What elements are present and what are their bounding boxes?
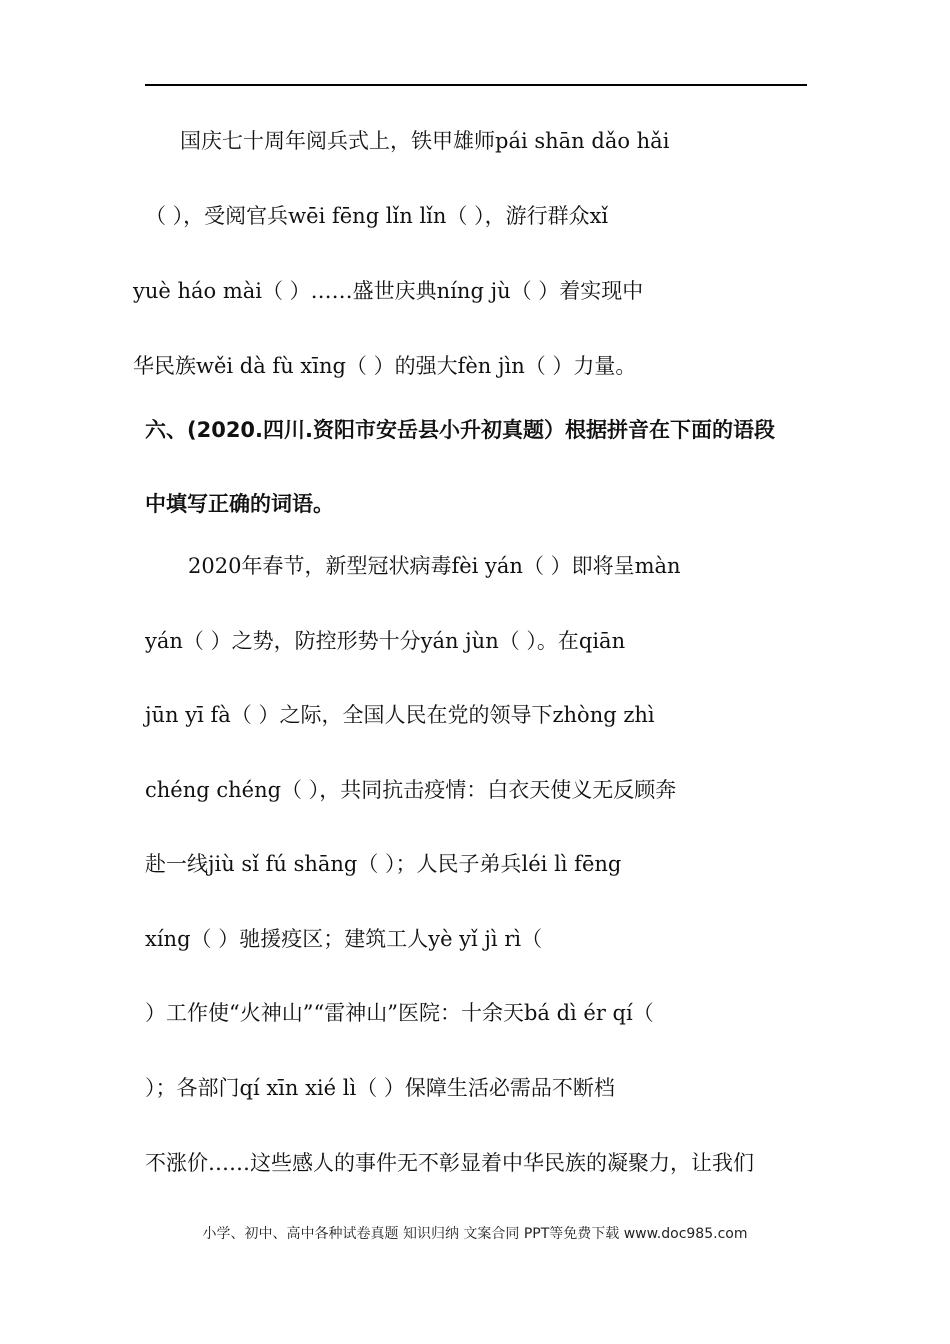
paragraph-1-line-1: 国庆七十周年阅兵式上，铁甲雄师pái shān dǎo hǎi <box>180 129 670 153</box>
paragraph-1-line-3: yuè háo mài（ ）……盛世庆典níng jù（ ）着实现中 <box>133 279 644 303</box>
paragraph-2-line-1: 2020年春节，新型冠状病毒fèi yán（ ）即将呈màn <box>188 554 681 578</box>
section-6-heading-line-2: 中填写正确的词语。 <box>145 492 334 516</box>
paragraph-2-line-3: jūn yī fà（ ）之际，全国人民在党的领导下zhòng zhì <box>145 703 655 727</box>
page-footer: 小学、初中、高中各种试卷真题 知识归纳 文案合同 PPT等免费下载 www.doc985.com <box>202 1226 748 1242</box>
paragraph-2-line-7: ）工作使“火神山”“雷神山”医院：十余天bá dì ér qí（ <box>145 1001 654 1025</box>
paragraph-1-line-2: （ ），受阅官兵wēi fēng lǐn lǐn（ ），游行群众xǐ <box>145 204 609 228</box>
paragraph-2-line-9: 不涨价……这些感人的事件无不彰显着中华民族的凝聚力，让我们 <box>145 1151 754 1175</box>
paragraph-2-line-8: ）；各部门qí xīn xié lì（ ）保障生活必需品不断档 <box>145 1076 615 1100</box>
header-rule <box>145 84 807 86</box>
paragraph-2-line-2: yán（ ）之势，防控形势十分yán jùn（ ）。在qiān <box>145 629 626 653</box>
paragraph-2-line-6: xíng（ ）驰援疫区；建筑工人yè yǐ jì rì（ <box>145 927 543 951</box>
paragraph-1-line-4: 华民族wěi dà fù xīng（ ）的强大fèn jìn（ ）力量。 <box>133 354 637 378</box>
paragraph-2-line-5: 赴一线jiù sǐ fú shāng（ ）；人民子弟兵léi lì fēng <box>145 852 622 876</box>
section-6-heading-line-1: 六、(2020.四川.资阳市安岳县小升初真题）根据拼音在下面的语段 <box>145 418 775 442</box>
paragraph-2-line-4: chéng chéng（ ），共同抗击疫情：白衣天使义无反顾奔 <box>145 778 677 802</box>
